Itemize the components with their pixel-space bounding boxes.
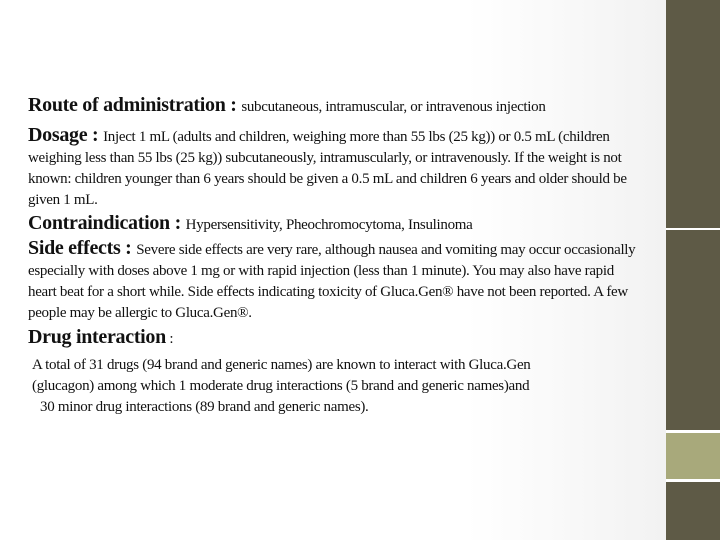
side-effects-text: Severe side effects are very rare, although nausea and vomiting may occur occasionally especially with doses above 1 mg or with rapid injection (less than 1 minute). You may also have rapid heart beat for a short while. Side effects indicating toxicity of Gluca.Gen® have not been reported. A few people may be allergic to Gluca.Gen®. (28, 242, 636, 321)
sidebar-block-dark-bottom (666, 482, 720, 540)
dosage-label: Dosage (28, 124, 88, 146)
drug-interaction-heading (28, 326, 636, 349)
contraindication-label: Contraindication (28, 212, 170, 234)
dosage-text: Inject 1 mL (adults and children, weighing more than 55 lbs (25 kg)) or 0.5 mL (children weighing less than 55 lbs (25 kg)) subcutaneously, intramuscularly, or intravenously. If the weight is not known: children younger than 6 years should be given a 0.5 mL and children 6 years and older should be given 1 mL. (28, 129, 627, 208)
drug-interaction-line: 30 minor drug interactions (89 brand and generic names). (40, 399, 369, 415)
dosage-section (28, 125, 636, 211)
route-text: subcutaneous, intramuscular, or intravenous injection (241, 99, 546, 115)
sidebar-block-light (666, 433, 720, 479)
route-label: Route of administration (28, 94, 226, 116)
drug-interaction-separator: : (165, 331, 174, 347)
drug-interaction-line: A total of 31 drugs (94 brand and generic names) are known to interact with Gluca.Gen (32, 357, 531, 373)
contraindication-separator: : (169, 212, 186, 234)
decorative-sidebar (666, 0, 720, 540)
side-effects-section (28, 238, 636, 324)
sidebar-block-dark-top (666, 0, 720, 228)
dosage-separator: : (87, 124, 104, 146)
sidebar-block-dark-middle (666, 230, 720, 430)
slide-content (28, 94, 636, 418)
drug-interaction-text (28, 355, 636, 418)
drug-interaction-label: Drug interaction (28, 326, 166, 348)
contraindication-section (28, 213, 636, 236)
side-effects-separator: : (120, 237, 137, 259)
route-section (28, 94, 636, 117)
contraindication-text: Hypersensitivity, Pheochromocytoma, Insulinoma (185, 217, 473, 233)
side-effects-label: Side effects (28, 237, 121, 259)
drug-interaction-line: (glucagon) among which 1 moderate drug interactions (5 brand and generic names)and (32, 378, 530, 394)
route-separator: : (225, 94, 242, 116)
